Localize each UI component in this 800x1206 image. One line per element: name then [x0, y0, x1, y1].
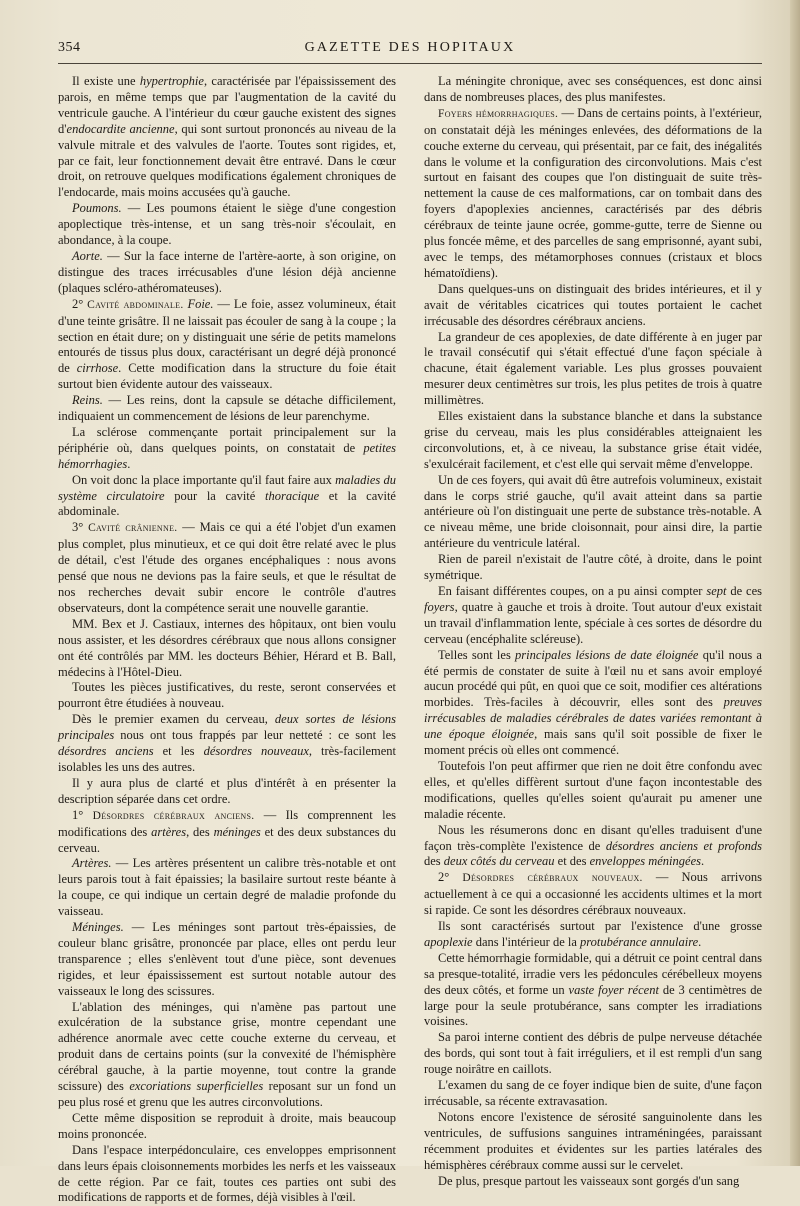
paragraph — [424, 584, 762, 648]
italic-phrase: endocardite ancienne — [66, 121, 175, 136]
text-run: Dans quelques-uns on distinguait des brides intérieures, et il y avait de véritables cicatrices qui toutes portaient le cachet irrécusable des désordres cérébraux anciens. — [424, 281, 762, 328]
italic-phrase: excoriations superficielles — [129, 1079, 264, 1094]
italic-phrase: cirrhose — [76, 361, 119, 376]
italic-phrase: deux côtés du cerveau — [443, 854, 555, 869]
italic-phrase: enveloppes méningées — [589, 854, 701, 869]
paragraph — [424, 552, 762, 584]
text-run: et des deux substances du cerveau. — [58, 824, 396, 855]
text-run: dans l'intérieur de la — [472, 934, 581, 949]
paragraph — [424, 823, 762, 871]
section-heading: Cavité abdominale. — [87, 298, 184, 311]
text-run: Cette même disposition se reproduit à droite, mais beaucoup moins prononcée. — [58, 1110, 396, 1141]
paragraph — [58, 680, 396, 712]
text-run: Notons encore l'existence de sérosité sanguinolente dans les ventricules, de suffusions sanguines intraméningées, paraissant récemment produites et évidentes sur les parties latérales des hémisphères cérébraux comme aussi sur le cervelet. — [424, 1109, 762, 1172]
text-run: . Cette modification dans la structure du foie était surtout bien évidente autour des vaisseaux. — [58, 361, 396, 392]
italic-phrase: apoplexie — [424, 934, 473, 949]
text-run: Dans l'espace interpédonculaire, ces enveloppes emprisonnent dans leurs épais cloisonnements morbides les nerfs et les vaisseaux de cette région. Par ce fait, toutes ces parties ont subi des modifications de rapports et de formes, déjà visibles à l'œil. — [58, 1142, 396, 1205]
text-run: La grandeur de ces apoplexies, de date différente à en juger par le travail consécutif qui s'était effectué d'une façon spéciale à chacune, était également variable. Les plus grosses pouvaient mesurer deux centimètres sur trois, les plus petites de trois à quatre millimètres. — [424, 329, 762, 408]
header-rule — [58, 63, 762, 64]
paragraph — [424, 1078, 762, 1110]
paragraph — [58, 712, 396, 776]
paragraph — [58, 249, 396, 297]
italic-phrase: Poumons. — [72, 201, 122, 216]
text-run: de ces — [726, 584, 762, 598]
text-run: Nous les résumerons donc en disant qu'elles traduisent d'une façon très-complète l'existence de — [424, 822, 762, 853]
paragraph — [424, 330, 762, 410]
text-run: — Ils comprennent les modifications des — [58, 807, 396, 839]
section-heading: Désordres cérébraux nouveaux. — [462, 872, 643, 885]
italic-phrase: Foie. — [187, 296, 214, 311]
text-run: et la cavité abdominale. — [58, 488, 396, 519]
italic-phrase: protubérance annulaire — [580, 934, 699, 949]
text-run: , très-facilement isolables les uns des autres. — [58, 744, 396, 774]
italic-phrase: sept — [706, 584, 727, 598]
text-run: L'ablation des méninges, qui n'amène pas partout une exulcération de la substance grise, montre cependant une adhérence anormale avec cette couche externe du cerveau, et produit dans de certains points (sur la convexité de l'hémisphère cérébral gauche, à la partie moyenne, tout contre la grande scissure) des — [58, 999, 396, 1094]
paragraph — [58, 473, 396, 521]
text-run: Ils sont caractérisés surtout par l'existence d'une grosse — [438, 919, 762, 934]
paragraph — [424, 409, 762, 473]
paragraph — [58, 425, 396, 473]
text-run: Sa paroi interne contient des débris de pulpe nerveuse détachée des bords, qui sont tout à fait irréguliers, et il est rempli d'un sang rouge noirâtre en caillots. — [424, 1030, 762, 1077]
text-run: , des — [186, 824, 214, 839]
paragraph — [424, 1030, 762, 1078]
italic-phrase: thoracique — [264, 488, 320, 503]
text-run: Il y aura plus de clarté et plus d'intérêt à en présenter la description séparée dans cet ordre. — [58, 775, 396, 806]
text-run: 2° — [72, 296, 88, 311]
text-run: , caractérisée par l'épaississement des parois, en même temps que par l'augmentation de la cavité du ventricule gauche. A l'intérieur du cœur gauche existent des signes d' — [58, 74, 396, 136]
paragraph — [58, 776, 396, 808]
italic-phrase: artères — [151, 824, 187, 839]
page-number: 354 — [58, 40, 81, 55]
paragraph — [424, 919, 762, 951]
italic-phrase: désordres nouveaux — [203, 744, 309, 759]
text-run: 3° — [72, 520, 89, 535]
paragraph — [58, 617, 396, 681]
right-column — [424, 74, 763, 1188]
paragraph — [58, 856, 396, 920]
text-run: Elles existaient dans la substance blanche et dans la substance grise du cerveau, mais les plus considérables atteignaient les circonvolutions, et, à ce niveau, la substance grise était vidée, s'exulcérait facilement, et c'est elle qui servait même d'enveloppe. — [424, 409, 762, 471]
text-run: Toutes les pièces justificatives, du reste, seront conservées et pourront être étudiées à nouveau. — [58, 680, 396, 711]
italic-phrase: désordres anciens et profonds — [605, 838, 762, 853]
paragraph — [58, 808, 396, 857]
text-run: et des — [554, 854, 590, 869]
text-run: — Les méninges sont partout très-épaissies, de couleur blanc grisâtre, prononcée par place, elles ont perdu leur transparence ; elles s'enlèvent tout d'une pièce, sont devenues rigides, et leur épaississement est surtout notable autour des vaisseaux le long des scissures. — [58, 920, 396, 998]
text-run: En faisant différentes coupes, on a pu ainsi compter — [438, 584, 707, 598]
paragraph — [58, 920, 396, 1000]
italic-phrase: Méninges. — [72, 920, 124, 935]
text-run: Il existe une — [72, 74, 140, 88]
text-run: — Les artères présentent un calibre très-notable et ont leurs parois tout à fait épaissies; la basilaire surtout reste béante à la coupe, ce qui indique un certain degré de maladie profonde du vaisseau. — [58, 856, 396, 919]
text-run: Un de ces foyers, qui avait dû être autrefois volumineux, existait dans le corps strié gauche, qu'il avait atteint dans sa partie antérieure où l'on distinguait une perte de substance très-notable. A ce niveau même, une bride cloisonnait, pour ainsi dire, la partie antérieure du ventricule latéral. — [424, 472, 762, 551]
text-run: et les — [153, 744, 204, 759]
section-heading: Foyers hémorrhagiques. — [438, 107, 559, 120]
text-run: Cette hémorrhagie formidable, qui a détruit ce point central dans sa presque-totalité, irradie vers les pédoncules cérébelleux moyens des deux côtés, et forme un — [424, 950, 762, 997]
paragraph — [424, 473, 762, 553]
page-header — [58, 40, 762, 60]
paragraph — [424, 74, 762, 106]
text-run: La sclérose commençante portait principalement sur la périphérie où, dans quelques points, on constatait de — [58, 424, 396, 455]
italic-phrase: Reins. — [72, 393, 103, 408]
italic-phrase: foyers — [424, 599, 455, 614]
text-run: — Le foie, assez volumineux, était d'une teinte grisâtre. Il ne laissait pas écouler de sang à la coupe ; la section en était dure; on y distinguait une série de petits mamelons entourés de tissus plus doux, caractérisant un degré déjà prononcé de — [58, 296, 396, 376]
text-columns — [58, 74, 763, 1205]
paragraph — [424, 870, 762, 919]
text-run: reposant sur un fond un peu plus rosé et grenu que les autres circonvolutions. — [58, 1079, 397, 1109]
paragraph — [424, 1110, 762, 1174]
text-run: De plus, presque partout les vaisseaux sont gorgés d'un sang — [438, 1173, 740, 1188]
paragraph — [58, 1111, 396, 1143]
text-run: pour la cavité — [164, 488, 265, 503]
text-run: de 3 centimètres de large pour la seule protubérance, sans compter les irradiations voisines. — [424, 982, 762, 1029]
text-run: L'examen du sang de ce foyer indique bien de suite, d'une façon irrécusable, sa récente extravasation. — [424, 1078, 762, 1108]
paragraph — [58, 74, 396, 201]
text-run: — Les reins, dont la capsule se détache difficilement, indiquaient un commencement de lésions de leur parenchyme. — [58, 393, 396, 424]
paragraph — [424, 282, 762, 330]
text-run: — Dans de certains points, à l'extérieur, on constatait déjà les méninges enlevées, des déformations de la couche externe du cerveau, qui présentait, par ce fait, des inégalités dans le volume et la configuration des circonvolutions. Mais c'est surtout en faisant des coupes que l'on distinguait de suite très-nettement la cause de ces malformations, car on tombait dans des foyers d'apoplexies anciennes, caractérisés par des débris cérébraux de teinte jaune ocrée, gomme-gutte, terre de Sienne ou plus foncée même, et des parcelles de sang emprisonné, ayant subi, avec le temps, des métamorphoses connues (cristaux et blocs hématoïdiens). — [424, 105, 762, 280]
text-run: . — [127, 456, 131, 471]
italic-phrase: Artères. — [72, 856, 112, 871]
paragraph — [58, 520, 396, 616]
text-run: On voit donc la place importante qu'il faut faire aux — [72, 472, 336, 487]
text-run: — Nous arrivons actuellement à ce qui a occasionné les accidents ultimes et la mort si rapide. Ce sont les désordres cérébraux nouveaux. — [424, 870, 763, 918]
italic-phrase: deux sortes de lésions principales — [58, 712, 396, 743]
paragraph — [58, 1143, 396, 1206]
paragraph — [424, 951, 762, 1031]
paragraph — [58, 297, 396, 393]
text-run: . — [701, 854, 705, 869]
text-run: La méningite chronique, avec ses conséquences, est donc ainsi dans de nombreuses places, des plus manifestes. — [424, 74, 762, 104]
section-heading: Désordres cérébraux anciens. — [92, 809, 255, 822]
italic-phrase: Aorte. — [72, 248, 103, 263]
text-run: — Les poumons étaient le siège d'une congestion apoplectique très-intense, et un sang très-noir s'écoulait, en abondance, à la coupe. — [58, 201, 396, 248]
page-binding-edge — [790, 0, 800, 1166]
text-run: , quatre à gauche et trois à droite. Tout autour d'eux existait un travail d'inflammation lente, spéciale à ces sortes de désordre du cerveau (encéphalite scléreuse). — [424, 599, 762, 646]
italic-phrase: désordres anciens — [58, 744, 154, 759]
paragraph — [424, 648, 762, 759]
text-run: — Mais ce qui a été l'objet d'un examen plus complet, plus minutieux, et ce qui doit être relaté avec le plus de détail, c'est l'étude des organes encéphaliques : nous avons pensé que nous ne devions pas la faire seuls, et que le résultat de nos recherches devait subir encore le contrôle d'autres observateurs, dont la compétence serait une nouvelle garantie. — [58, 520, 397, 615]
paragraph — [58, 201, 396, 249]
italic-phrase: méninges — [213, 824, 261, 839]
text-run: nous ont tous frappés par leur netteté : ce sont les — [114, 728, 396, 743]
italic-phrase: principales lésions de date éloignée — [515, 647, 699, 662]
text-run: , mais sans qu'il soit possible de fixer le moment précis où elles ont commencé. — [424, 727, 762, 758]
text-run: Toutefois l'on peut affirmer que rien ne doit être confondu avec elles, et qu'elles diffèrent surtout d'une façon incontestable des modifications, quelles qu'elles soient qu'aurait pu amener une maladie récente. — [424, 758, 762, 821]
text-run: 1° — [72, 807, 93, 822]
text-run: Telles sont les — [438, 647, 516, 662]
italic-phrase: petites hémorrhagies — [58, 440, 396, 471]
section-heading: Cavité crânienne. — [88, 522, 178, 535]
paragraph — [58, 1000, 396, 1111]
text-run: , qui sont surtout prononcés au niveau de la valvule mitrale et des valvules de l'aorte. Toutes sont rigides, et, par ce fait, leur fonctionnement devait être entravé. Dans le cœur droit, on retrouve quelques modifications également chroniques de l'endocarde, mais moins accusées qu'à gauche. — [58, 121, 397, 200]
left-column — [58, 74, 397, 1205]
text-run: MM. Bex et J. Castiaux, internes des hôpitaux, ont bien voulu nous assister, et les désordres cérébraux que nous allons consigner ont été contrôlés par MM. les docteurs Béhier, Hérard et B. Ball, médecins à l'Hôtel-Dieu. — [58, 616, 396, 679]
text-run: qu'il nous a été permis de constater de suite à l'œil nu et sans avoir employé aucun procédé qui pût, en quoi que ce soit, modifier ces altérations morbides. Très-faciles à découvrir, elles sont des — [424, 647, 762, 710]
running-title: GAZETTE DES HOPITAUX — [304, 40, 516, 55]
text-run: — Sur la face interne de l'artère-aorte, à son origine, on distingue des traces irrécusables d'une lésion déjà ancienne (plaques scléro-athéromateuses). — [58, 248, 396, 295]
text-run: Rien de pareil n'existait de l'autre côté, à droite, dans le point symétrique. — [424, 552, 762, 583]
paragraph — [58, 393, 396, 425]
italic-phrase: maladies du système circulatoire — [58, 472, 396, 503]
italic-phrase: vaste foyer récent — [568, 982, 659, 997]
paragraph — [424, 1174, 762, 1190]
italic-phrase: preuves irrécusables de maladies cérébrales de dates variées remontant à une époque éloignée — [424, 695, 762, 742]
text-run: . — [698, 934, 702, 949]
italic-phrase: hypertrophie — [139, 74, 204, 88]
paragraph — [424, 106, 762, 282]
paragraph — [424, 759, 762, 823]
text-run: Dès le premier examen du cerveau, — [72, 712, 275, 727]
text-run: des — [424, 854, 444, 869]
text-run: 2° — [438, 870, 463, 885]
